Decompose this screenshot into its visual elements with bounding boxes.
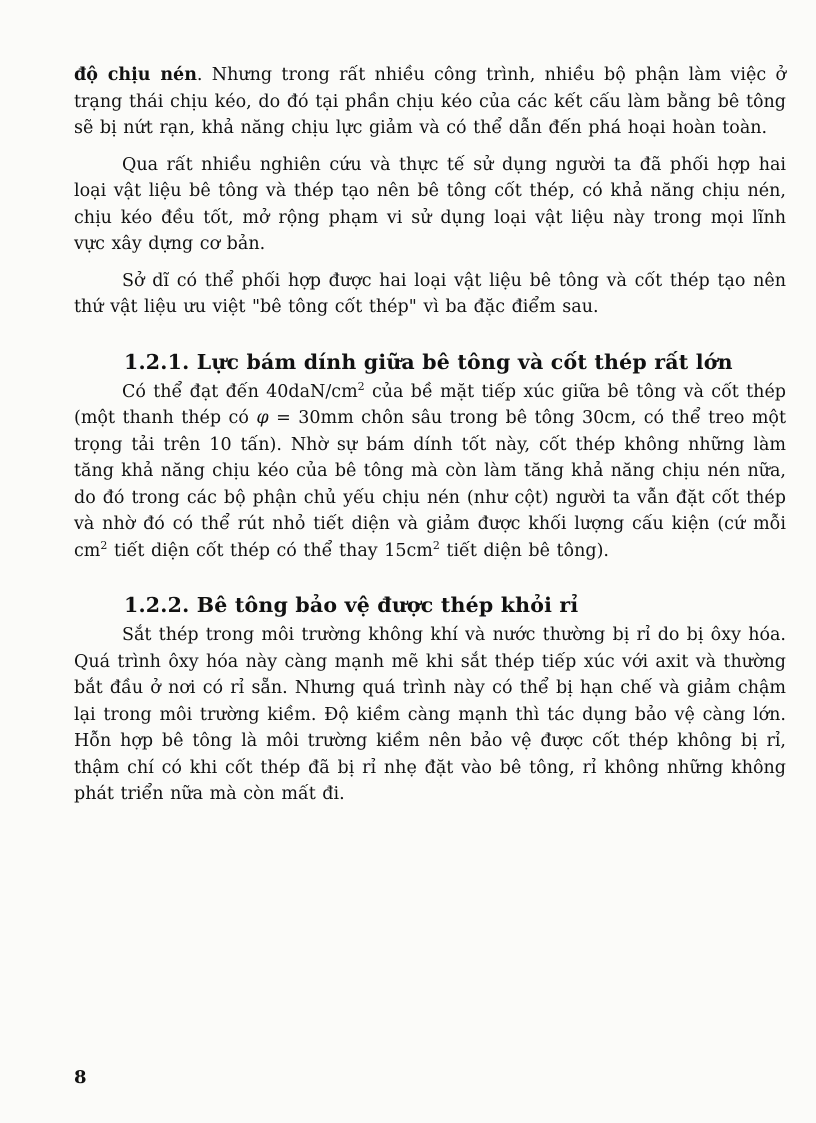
section-heading-1-2-2: 1.2.2. Bê tông bảo vệ được thép khỏi rỉ — [124, 593, 579, 617]
text-run: tiết diện cốt thép có thể thay 15cm — [107, 540, 433, 561]
paragraph-3: Sở dĩ có thể phối hợp được hai loại vật liệu bê tông và cốt thép tạo nên thứ vật liệu ưu việt "bê tông cốt thép" vì ba đặc điểm sau. — [74, 270, 786, 317]
superscript: 2 — [357, 379, 365, 393]
section-heading-1-2-1: 1.2.1. Lực bám dính giữa bê tông và cốt thép rất lớn — [124, 349, 733, 374]
section-1-2-2-paragraph: Sắt thép trong môi trường không khí và nước thường bị rỉ do bị ôxy hóa. Quá trình ôxy hóa này càng mạnh mẽ khi sắt thép tiếp xúc với axit và thường bắt đầu ở nơi có rỉ sẵn. Nhưng quá trình này có thể bị hạn chế và giảm chậm lại trong môi trường kiềm. Độ kiềm càng mạnh thì tác dụng bảo vệ càng lớn. Hỗn hợp bê tông là môi trường kiềm nên bảo vệ được cốt thép không bị rỉ, thậm chí có khi cốt thép đã bị rỉ nhẹ đặt vào bê tông, rỉ không những không phát triển nữa mà còn mất đi. — [74, 625, 786, 804]
phi-symbol: φ — [256, 408, 269, 428]
text-run: Có thể đạt đến 40daN/cm — [122, 381, 358, 402]
paragraph-1-bold-start: độ chịu nén — [74, 65, 197, 85]
paragraph-2: Qua rất nhiều nghiên cứu và thực tế sử dụng người ta đã phối hợp hai loại vật liệu bê tông và thép tạo nên bê tông cốt thép, có khả năng chịu nén, chịu kéo đều tốt, mở rộng phạm vi sử dụng loại vật liệu này trong mọi lĩnh vực xây dựng cơ bản. — [74, 154, 786, 254]
text-run: của bề mặt tiếp xúc giữa bê tông và cốt thép (một thanh thép có — [74, 381, 787, 428]
page-number: 8 — [74, 1067, 87, 1088]
section-1-2-1-paragraph — [74, 379, 786, 565]
page-body — [74, 62, 786, 808]
superscript: 2 — [432, 538, 440, 552]
text-run: tiết diện bê tông). — [439, 540, 609, 561]
superscript: 2 — [100, 538, 108, 552]
paragraph-1-rest: . Nhưng trong rất nhiều công trình, nhiều bộ phận làm việc ở trạng thái chịu kéo, do đó tại phần chịu kéo của các kết cấu làm bằng bê tông sẽ bị nứt rạn, khả năng chịu lực giảm và có thể dẫn đến phá hoại hoàn toàn. — [74, 65, 786, 138]
text-run: = 30mm chôn sâu trong bê tông 30cm, có thể treo một trọng tải trên 10 tấn). Nhờ sự bám dính tốt này, cốt thép không những làm tăng khả năng chịu kéo của bê tông mà còn làm tăng khả năng chịu nén nữa, do đó trong các bộ phận chủ yếu chịu nén (như cột) người ta vẫn đặt cốt thép và nhờ đó có thể rút nhỏ tiết diện và giảm được khối lượng cấu kiện (cứ mỗi cm — [74, 408, 787, 561]
paragraph-1 — [74, 62, 786, 142]
